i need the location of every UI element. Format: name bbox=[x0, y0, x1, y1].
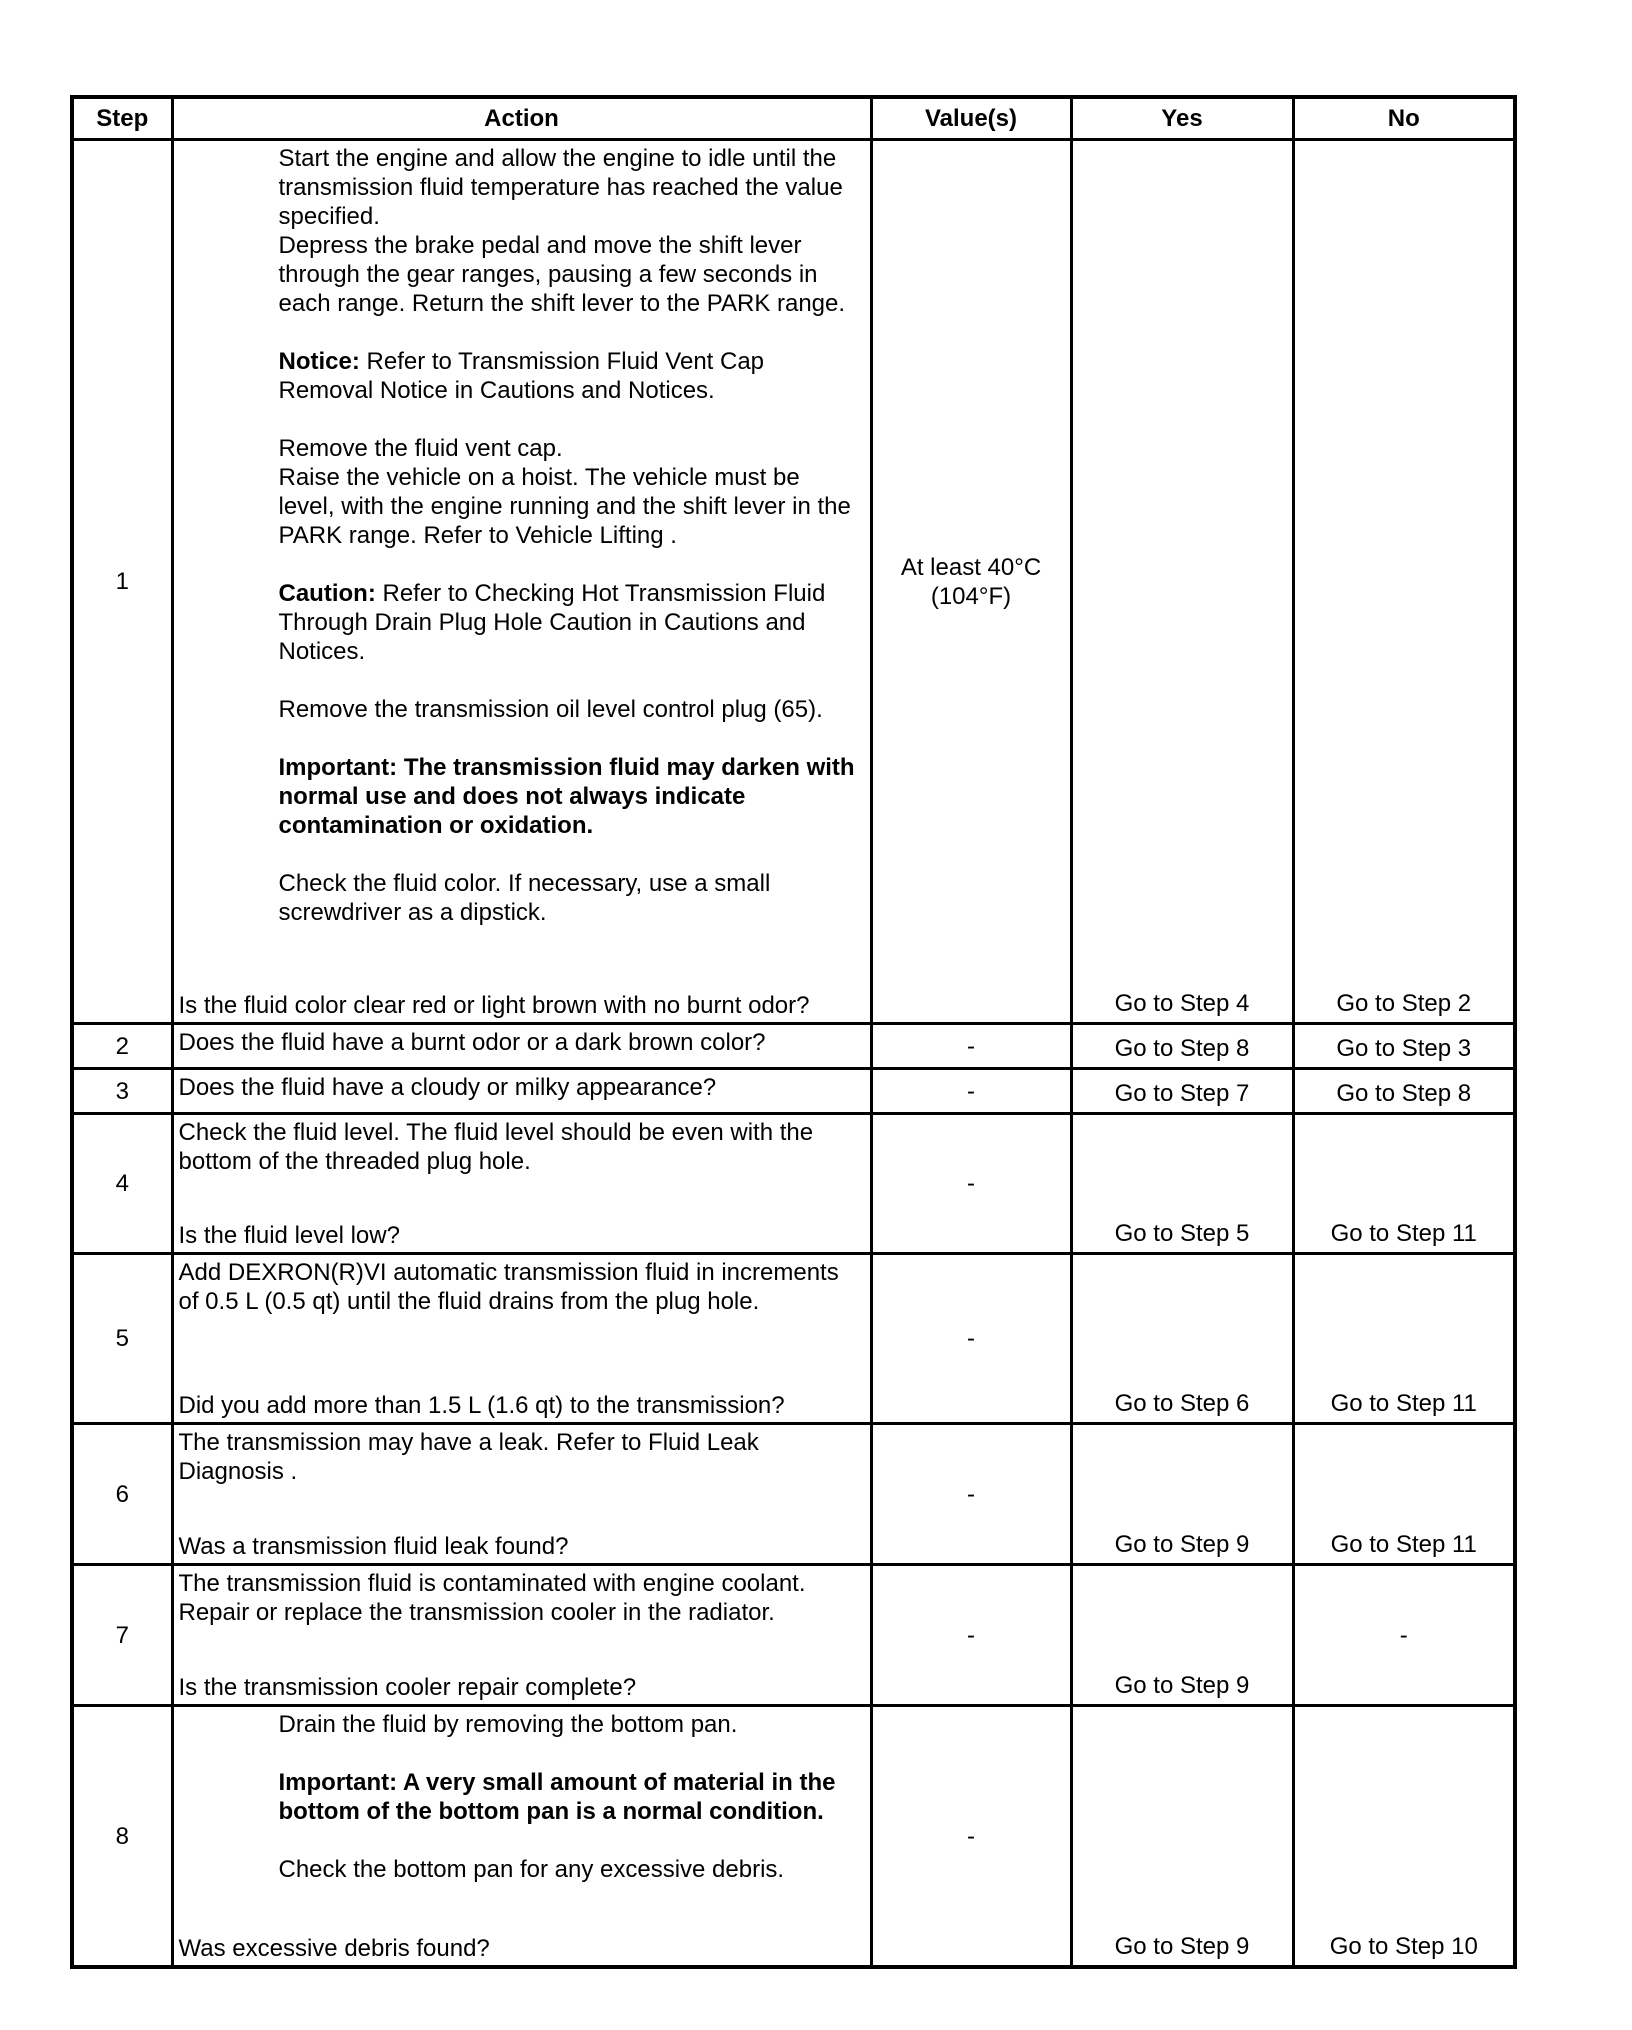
yes-cell: Go to Step 7 bbox=[1071, 1069, 1293, 1114]
notice-label: Notice: bbox=[278, 348, 360, 375]
header-row bbox=[72, 97, 1515, 140]
notice-paragraph bbox=[279, 347, 862, 405]
action-text: Start the engine and allow the engine to idle until the transmission fluid temperature has reached the value specified. bbox=[278, 145, 843, 230]
step-number: 3 bbox=[72, 1069, 172, 1114]
value-cell: - bbox=[871, 1706, 1071, 1968]
value-line: At least 40°C bbox=[900, 553, 1042, 581]
action-text: Drain the fluid by removing the bottom pan. bbox=[278, 1711, 738, 1738]
table-row-step-5 bbox=[72, 1254, 1515, 1424]
yes-cell: Go to Step 5 bbox=[1071, 1114, 1293, 1254]
yes-cell: Go to Step 4 bbox=[1071, 140, 1293, 1024]
action-cell bbox=[172, 1424, 871, 1565]
question-text: Does the fluid have a burnt odor or a dark brown color? bbox=[178, 1029, 766, 1056]
yes-cell: Go to Step 9 bbox=[1071, 1706, 1293, 1968]
action-text: Depress the brake pedal and move the shift lever through the gear ranges, pausing a few seconds in each range. Return the shift lever to the PARK range. bbox=[278, 232, 846, 317]
yes-cell: Go to Step 9 bbox=[1071, 1565, 1293, 1706]
caution-text: Refer to Checking Hot Transmission Fluid Through Drain Plug Hole Caution in Cautions and Notices. bbox=[278, 580, 826, 665]
table-row-step-1 bbox=[72, 140, 1515, 1024]
action-cell bbox=[172, 140, 871, 1024]
action-cell bbox=[172, 1069, 871, 1114]
question-text: Did you add more than 1.5 L (1.6 qt) to the transmission? bbox=[178, 1392, 785, 1419]
action-cell bbox=[172, 1254, 871, 1424]
table-row-step-7 bbox=[72, 1565, 1515, 1706]
action-text: Add DEXRON(R)VI automatic transmission fluid in increments of 0.5 L (0.5 qt) until the fluid drains from the plug hole. bbox=[178, 1259, 839, 1315]
yes-cell: Go to Step 8 bbox=[1071, 1024, 1293, 1069]
step-number: 2 bbox=[72, 1024, 172, 1069]
value-cell: - bbox=[871, 1254, 1071, 1424]
value-cell: - bbox=[871, 1565, 1071, 1706]
no-cell: Go to Step 3 bbox=[1293, 1024, 1515, 1069]
header-values: Value(s) bbox=[871, 97, 1071, 140]
no-cell: Go to Step 11 bbox=[1293, 1254, 1515, 1424]
question-text: Was excessive debris found? bbox=[178, 1935, 490, 1962]
action-cell bbox=[172, 1565, 871, 1706]
value-cell bbox=[871, 140, 1071, 1024]
step-number: 4 bbox=[72, 1114, 172, 1254]
step-number: 1 bbox=[72, 140, 172, 1024]
important-note: Important: The transmission fluid may darken with normal use and does not always indicate contamination or oxidation. bbox=[278, 754, 855, 839]
action-text: Check the fluid color. If necessary, use a small screwdriver as a dipstick. bbox=[278, 870, 771, 926]
no-cell: Go to Step 11 bbox=[1293, 1424, 1515, 1565]
no-cell: Go to Step 11 bbox=[1293, 1114, 1515, 1254]
value-line: (104°F) bbox=[930, 582, 1012, 610]
step-number: 5 bbox=[72, 1254, 172, 1424]
value-cell: - bbox=[871, 1069, 1071, 1114]
yes-cell: Go to Step 6 bbox=[1071, 1254, 1293, 1424]
action-cell bbox=[172, 1114, 871, 1254]
table-row-step-4 bbox=[72, 1114, 1515, 1254]
question-text: Is the fluid color clear red or light brown with no burnt odor? bbox=[178, 992, 810, 1019]
important-note: Important: A very small amount of material in the bottom of the bottom pan is a normal condition. bbox=[278, 1769, 836, 1825]
table-row-step-8 bbox=[72, 1706, 1515, 1968]
action-text: The transmission may have a leak. Refer to Fluid Leak Diagnosis . bbox=[178, 1429, 759, 1485]
table-row-step-2 bbox=[72, 1024, 1515, 1069]
question-text: Is the fluid level low? bbox=[178, 1222, 400, 1249]
action-cell bbox=[172, 1706, 871, 1968]
step-number: 7 bbox=[72, 1565, 172, 1706]
header-no: No bbox=[1293, 97, 1515, 140]
no-cell: Go to Step 10 bbox=[1293, 1706, 1515, 1968]
caution-paragraph bbox=[279, 579, 862, 666]
header-action: Action bbox=[172, 97, 871, 140]
action-text: Raise the vehicle on a hoist. The vehicle must be level, with the engine running and the shift lever in the PARK range. Refer to Vehicle Lifting . bbox=[278, 464, 851, 549]
question-text: Does the fluid have a cloudy or milky appearance? bbox=[178, 1074, 717, 1101]
action-text: Check the fluid level. The fluid level should be even with the bottom of the threaded plug hole. bbox=[178, 1119, 814, 1175]
caution-label: Caution: bbox=[278, 580, 376, 607]
step-number: 6 bbox=[72, 1424, 172, 1565]
diagnostic-table bbox=[70, 95, 1517, 1969]
value-cell: - bbox=[871, 1024, 1071, 1069]
action-text: Remove the transmission oil level control plug (65). bbox=[278, 696, 823, 723]
value-cell: - bbox=[871, 1424, 1071, 1565]
no-cell: Go to Step 8 bbox=[1293, 1069, 1515, 1114]
question-text: Is the transmission cooler repair complete? bbox=[178, 1674, 637, 1701]
notice-text: Refer to Transmission Fluid Vent Cap Removal Notice in Cautions and Notices. bbox=[278, 348, 765, 404]
no-cell: - bbox=[1293, 1565, 1515, 1706]
action-text: The transmission fluid is contaminated with engine coolant. Repair or replace the transmission cooler in the radiator. bbox=[178, 1570, 806, 1626]
no-cell: Go to Step 2 bbox=[1293, 140, 1515, 1024]
header-step: Step bbox=[72, 97, 172, 140]
table-row-step-6 bbox=[72, 1424, 1515, 1565]
action-text: Remove the fluid vent cap. bbox=[278, 435, 563, 462]
table-row-step-3 bbox=[72, 1069, 1515, 1114]
action-cell bbox=[172, 1024, 871, 1069]
action-text: Check the bottom pan for any excessive debris. bbox=[278, 1856, 785, 1883]
step-number: 8 bbox=[72, 1706, 172, 1968]
value-cell: - bbox=[871, 1114, 1071, 1254]
yes-cell: Go to Step 9 bbox=[1071, 1424, 1293, 1565]
header-yes: Yes bbox=[1071, 97, 1293, 140]
question-text: Was a transmission fluid leak found? bbox=[178, 1533, 569, 1560]
